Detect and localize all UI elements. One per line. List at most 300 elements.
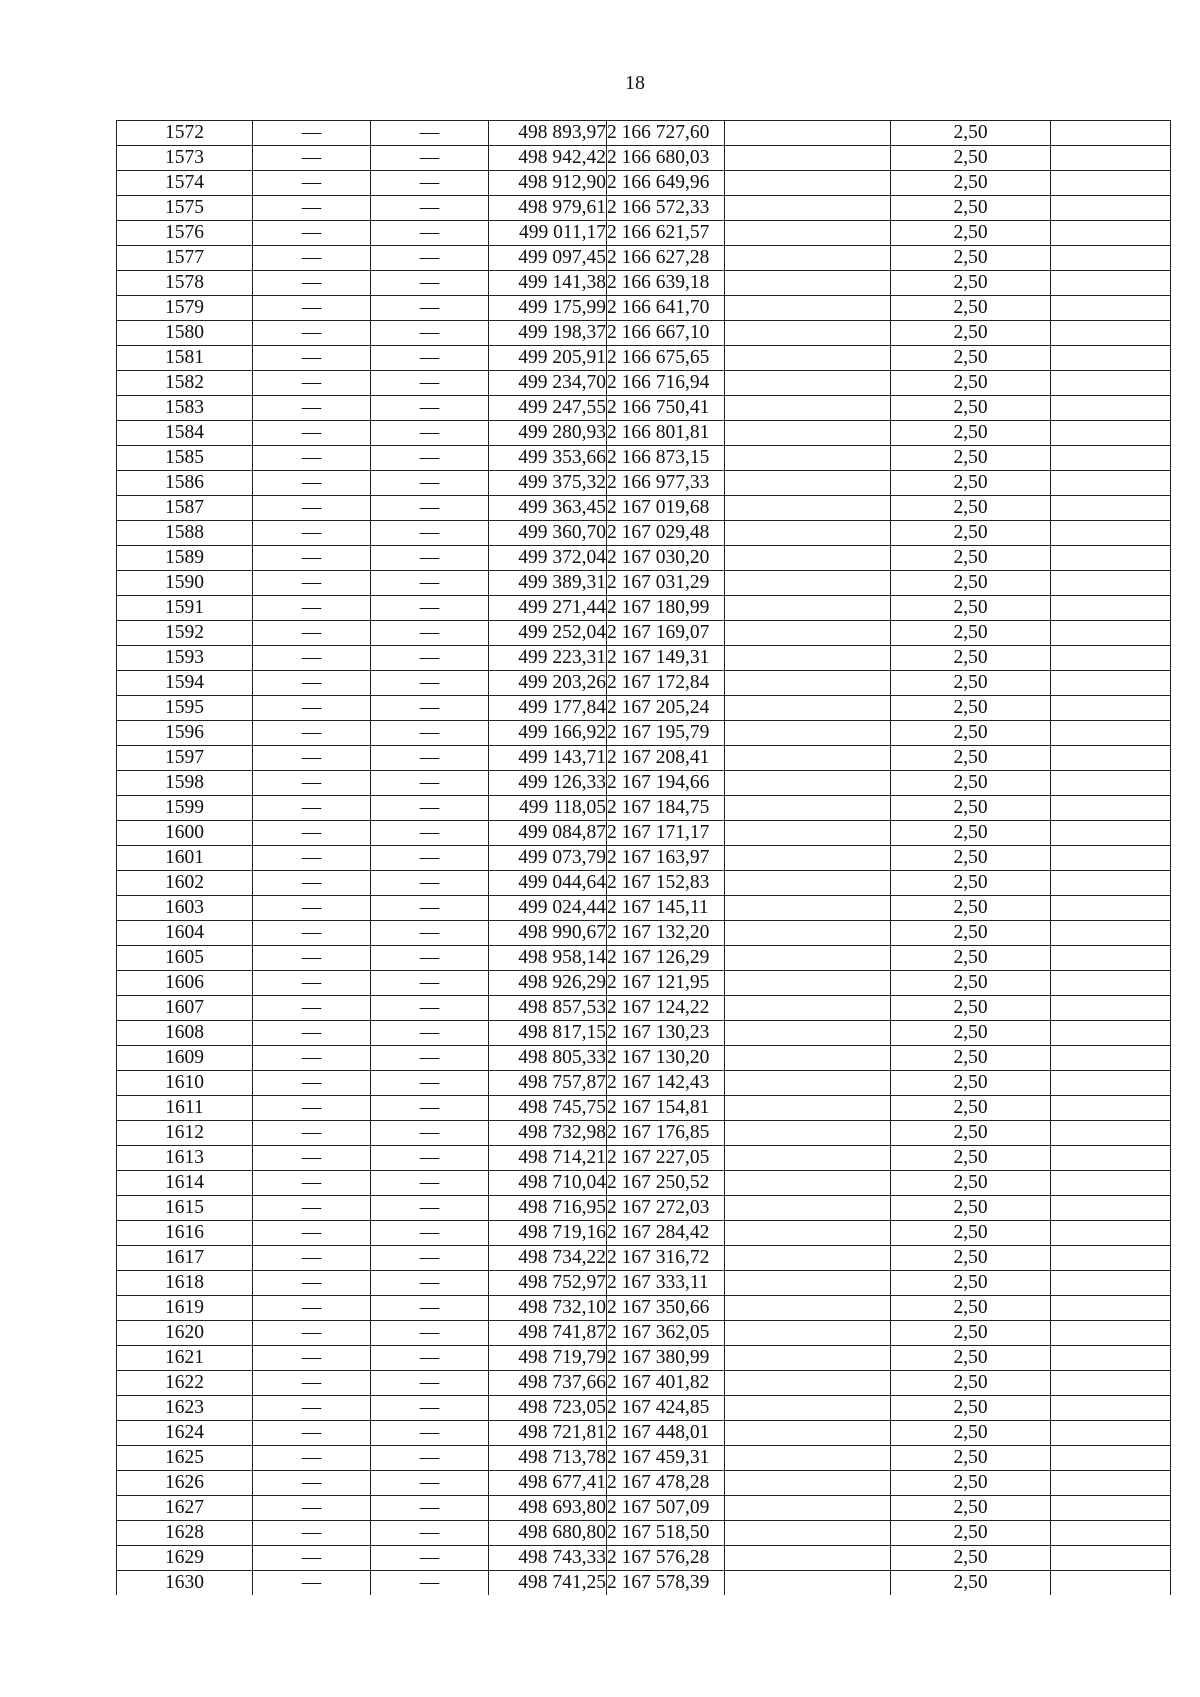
accuracy-cell: 2,50 — [891, 246, 1051, 271]
accuracy-cell: 2,50 — [891, 471, 1051, 496]
accuracy-cell: 2,50 — [891, 1096, 1051, 1121]
dash-cell: — — [253, 746, 371, 771]
y-coordinate-cell: 2 167 149,31 — [607, 646, 725, 671]
x-coordinate-cell: 498 893,97 — [489, 121, 607, 146]
point-number-cell: 1574 — [117, 171, 253, 196]
dash-cell: — — [371, 1371, 489, 1396]
dash-cell: — — [371, 421, 489, 446]
accuracy-cell: 2,50 — [891, 1546, 1051, 1571]
empty-cell — [1051, 1296, 1171, 1321]
table-row — [117, 1446, 1171, 1471]
accuracy-cell: 2,50 — [891, 171, 1051, 196]
empty-cell — [1051, 921, 1171, 946]
x-coordinate-cell: 499 223,31 — [489, 646, 607, 671]
table-row — [117, 1396, 1171, 1421]
empty-cell — [1051, 1446, 1171, 1471]
accuracy-cell: 2,50 — [891, 871, 1051, 896]
x-coordinate-cell: 498 857,53 — [489, 996, 607, 1021]
table-row — [117, 246, 1171, 271]
dash-cell: — — [371, 821, 489, 846]
x-coordinate-cell: 499 141,38 — [489, 271, 607, 296]
accuracy-cell: 2,50 — [891, 1071, 1051, 1096]
empty-cell — [1051, 621, 1171, 646]
table-row — [117, 1371, 1171, 1396]
empty-cell — [1051, 1471, 1171, 1496]
dash-cell: — — [371, 646, 489, 671]
dash-cell: — — [253, 1396, 371, 1421]
x-coordinate-cell: 498 757,87 — [489, 1071, 607, 1096]
point-number-cell: 1628 — [117, 1521, 253, 1546]
point-number-cell: 1600 — [117, 821, 253, 846]
empty-cell — [725, 1171, 891, 1196]
empty-cell — [1051, 421, 1171, 446]
x-coordinate-cell: 499 375,32 — [489, 471, 607, 496]
y-coordinate-cell: 2 167 227,05 — [607, 1146, 725, 1171]
accuracy-cell: 2,50 — [891, 721, 1051, 746]
empty-cell — [725, 621, 891, 646]
accuracy-cell: 2,50 — [891, 1321, 1051, 1346]
y-coordinate-cell: 2 167 029,48 — [607, 521, 725, 546]
empty-cell — [725, 321, 891, 346]
empty-cell — [725, 221, 891, 246]
dash-cell: — — [371, 1571, 489, 1596]
dash-cell: — — [371, 871, 489, 896]
x-coordinate-cell: 498 942,42 — [489, 146, 607, 171]
dash-cell: — — [253, 521, 371, 546]
dash-cell: — — [371, 1196, 489, 1221]
y-coordinate-cell: 2 166 667,10 — [607, 321, 725, 346]
table-row — [117, 1171, 1171, 1196]
point-number-cell: 1582 — [117, 371, 253, 396]
empty-cell — [725, 1121, 891, 1146]
point-number-cell: 1620 — [117, 1321, 253, 1346]
y-coordinate-cell: 2 167 142,43 — [607, 1071, 725, 1096]
empty-cell — [725, 1496, 891, 1521]
point-number-cell: 1587 — [117, 496, 253, 521]
x-coordinate-cell: 499 247,55 — [489, 396, 607, 421]
y-coordinate-cell: 2 167 250,52 — [607, 1171, 725, 1196]
dash-cell: — — [371, 446, 489, 471]
dash-cell: — — [371, 571, 489, 596]
dash-cell: — — [253, 196, 371, 221]
x-coordinate-cell: 498 741,25 — [489, 1571, 607, 1596]
x-coordinate-cell: 498 817,15 — [489, 1021, 607, 1046]
table-row — [117, 996, 1171, 1021]
y-coordinate-cell: 2 166 572,33 — [607, 196, 725, 221]
y-coordinate-cell: 2 167 130,23 — [607, 1021, 725, 1046]
accuracy-cell: 2,50 — [891, 996, 1051, 1021]
point-number-cell: 1590 — [117, 571, 253, 596]
point-number-cell: 1595 — [117, 696, 253, 721]
empty-cell — [725, 396, 891, 421]
empty-cell — [725, 746, 891, 771]
y-coordinate-cell: 2 167 205,24 — [607, 696, 725, 721]
x-coordinate-cell: 499 126,33 — [489, 771, 607, 796]
empty-cell — [725, 1021, 891, 1046]
accuracy-cell: 2,50 — [891, 146, 1051, 171]
empty-cell — [1051, 996, 1171, 1021]
dash-cell: — — [253, 971, 371, 996]
empty-cell — [725, 121, 891, 146]
x-coordinate-cell: 498 805,33 — [489, 1046, 607, 1071]
dash-cell: — — [371, 746, 489, 771]
empty-cell — [1051, 471, 1171, 496]
table-row — [117, 621, 1171, 646]
point-number-cell: 1604 — [117, 921, 253, 946]
accuracy-cell: 2,50 — [891, 1521, 1051, 1546]
accuracy-cell: 2,50 — [891, 1021, 1051, 1046]
accuracy-cell: 2,50 — [891, 1396, 1051, 1421]
empty-cell — [725, 1071, 891, 1096]
table-row — [117, 296, 1171, 321]
accuracy-cell: 2,50 — [891, 596, 1051, 621]
empty-cell — [725, 521, 891, 546]
dash-cell: — — [371, 1046, 489, 1071]
empty-cell — [1051, 296, 1171, 321]
y-coordinate-cell: 2 167 350,66 — [607, 1296, 725, 1321]
empty-cell — [725, 1471, 891, 1496]
table-row — [117, 346, 1171, 371]
point-number-cell: 1588 — [117, 521, 253, 546]
dash-cell: — — [371, 221, 489, 246]
dash-cell: — — [371, 146, 489, 171]
accuracy-cell: 2,50 — [891, 1421, 1051, 1446]
table-row — [117, 796, 1171, 821]
y-coordinate-cell: 2 167 163,97 — [607, 846, 725, 871]
accuracy-cell: 2,50 — [891, 446, 1051, 471]
dash-cell: — — [371, 1146, 489, 1171]
dash-cell: — — [253, 1446, 371, 1471]
dash-cell: — — [371, 246, 489, 271]
y-coordinate-cell: 2 167 184,75 — [607, 796, 725, 821]
empty-cell — [1051, 1246, 1171, 1271]
dash-cell: — — [253, 571, 371, 596]
dash-cell: — — [253, 1071, 371, 1096]
dash-cell: — — [371, 1021, 489, 1046]
point-number-cell: 1621 — [117, 1346, 253, 1371]
dash-cell: — — [371, 1121, 489, 1146]
dash-cell: — — [253, 596, 371, 621]
accuracy-cell: 2,50 — [891, 121, 1051, 146]
y-coordinate-cell: 2 166 621,57 — [607, 221, 725, 246]
dash-cell: — — [371, 771, 489, 796]
empty-cell — [1051, 1071, 1171, 1096]
empty-cell — [1051, 1046, 1171, 1071]
y-coordinate-cell: 2 167 401,82 — [607, 1371, 725, 1396]
x-coordinate-cell: 498 926,29 — [489, 971, 607, 996]
x-coordinate-cell: 498 732,98 — [489, 1121, 607, 1146]
accuracy-cell: 2,50 — [891, 621, 1051, 646]
accuracy-cell: 2,50 — [891, 1271, 1051, 1296]
y-coordinate-cell: 2 167 152,83 — [607, 871, 725, 896]
point-number-cell: 1609 — [117, 1046, 253, 1071]
empty-cell — [725, 1346, 891, 1371]
x-coordinate-cell: 498 723,05 — [489, 1396, 607, 1421]
empty-cell — [1051, 746, 1171, 771]
empty-cell — [1051, 1396, 1171, 1421]
dash-cell: — — [253, 471, 371, 496]
x-coordinate-cell: 498 693,80 — [489, 1496, 607, 1521]
y-coordinate-cell: 2 166 873,15 — [607, 446, 725, 471]
table-row — [117, 1471, 1171, 1496]
accuracy-cell: 2,50 — [891, 1371, 1051, 1396]
dash-cell: — — [253, 1221, 371, 1246]
table-row — [117, 1146, 1171, 1171]
dash-cell: — — [253, 796, 371, 821]
point-number-cell: 1627 — [117, 1496, 253, 1521]
table-row — [117, 746, 1171, 771]
empty-cell — [1051, 1321, 1171, 1346]
y-coordinate-cell: 2 166 627,28 — [607, 246, 725, 271]
dash-cell: — — [253, 1046, 371, 1071]
table-row — [117, 221, 1171, 246]
dash-cell: — — [253, 396, 371, 421]
empty-cell — [1051, 1096, 1171, 1121]
x-coordinate-cell: 498 737,66 — [489, 1371, 607, 1396]
dash-cell: — — [253, 346, 371, 371]
accuracy-cell: 2,50 — [891, 571, 1051, 596]
x-coordinate-cell: 499 097,45 — [489, 246, 607, 271]
dash-cell: — — [253, 721, 371, 746]
dash-cell: — — [371, 1546, 489, 1571]
empty-cell — [1051, 1346, 1171, 1371]
table-row — [117, 546, 1171, 571]
accuracy-cell: 2,50 — [891, 1346, 1051, 1371]
table-row — [117, 196, 1171, 221]
accuracy-cell: 2,50 — [891, 1296, 1051, 1321]
y-coordinate-cell: 2 167 194,66 — [607, 771, 725, 796]
dash-cell: — — [371, 1396, 489, 1421]
y-coordinate-cell: 2 167 031,29 — [607, 571, 725, 596]
dash-cell: — — [253, 671, 371, 696]
point-number-cell: 1624 — [117, 1421, 253, 1446]
dash-cell: — — [253, 271, 371, 296]
empty-cell — [725, 196, 891, 221]
table-row — [117, 896, 1171, 921]
empty-cell — [725, 496, 891, 521]
accuracy-cell: 2,50 — [891, 896, 1051, 921]
empty-cell — [1051, 896, 1171, 921]
point-number-cell: 1596 — [117, 721, 253, 746]
empty-cell — [1051, 696, 1171, 721]
dash-cell: — — [253, 821, 371, 846]
dash-cell: — — [253, 696, 371, 721]
empty-cell — [725, 546, 891, 571]
empty-cell — [725, 871, 891, 896]
empty-cell — [725, 471, 891, 496]
empty-cell — [1051, 1271, 1171, 1296]
dash-cell: — — [371, 696, 489, 721]
point-number-cell: 1606 — [117, 971, 253, 996]
dash-cell: — — [253, 1371, 371, 1396]
y-coordinate-cell: 2 167 132,20 — [607, 921, 725, 946]
accuracy-cell: 2,50 — [891, 371, 1051, 396]
accuracy-cell: 2,50 — [891, 1171, 1051, 1196]
empty-cell — [725, 271, 891, 296]
y-coordinate-cell: 2 166 977,33 — [607, 471, 725, 496]
x-coordinate-cell: 498 719,16 — [489, 1221, 607, 1246]
empty-cell — [725, 171, 891, 196]
point-number-cell: 1607 — [117, 996, 253, 1021]
x-coordinate-cell: 499 175,99 — [489, 296, 607, 321]
table-row — [117, 371, 1171, 396]
empty-cell — [1051, 121, 1171, 146]
dash-cell: — — [253, 1496, 371, 1521]
empty-cell — [1051, 571, 1171, 596]
table-row — [117, 446, 1171, 471]
y-coordinate-cell: 2 166 649,96 — [607, 171, 725, 196]
point-number-cell: 1578 — [117, 271, 253, 296]
empty-cell — [1051, 646, 1171, 671]
table-row — [117, 1521, 1171, 1546]
point-number-cell: 1616 — [117, 1221, 253, 1246]
empty-cell — [1051, 146, 1171, 171]
empty-cell — [725, 1571, 891, 1596]
empty-cell — [1051, 546, 1171, 571]
dash-cell: — — [371, 846, 489, 871]
x-coordinate-cell: 499 011,17 — [489, 221, 607, 246]
x-coordinate-cell: 498 677,41 — [489, 1471, 607, 1496]
point-number-cell: 1585 — [117, 446, 253, 471]
empty-cell — [1051, 596, 1171, 621]
accuracy-cell: 2,50 — [891, 921, 1051, 946]
y-coordinate-cell: 2 167 169,07 — [607, 621, 725, 646]
dash-cell: — — [253, 146, 371, 171]
dash-cell: — — [253, 621, 371, 646]
x-coordinate-cell: 499 271,44 — [489, 596, 607, 621]
x-coordinate-cell: 499 198,37 — [489, 321, 607, 346]
point-number-cell: 1630 — [117, 1571, 253, 1596]
table-row — [117, 696, 1171, 721]
empty-cell — [1051, 771, 1171, 796]
dash-cell: — — [371, 596, 489, 621]
table-row — [117, 571, 1171, 596]
dash-cell: — — [371, 996, 489, 1021]
dash-cell: — — [253, 1121, 371, 1146]
dash-cell: — — [253, 171, 371, 196]
y-coordinate-cell: 2 167 333,11 — [607, 1271, 725, 1296]
y-coordinate-cell: 2 167 478,28 — [607, 1471, 725, 1496]
x-coordinate-cell: 498 680,80 — [489, 1521, 607, 1546]
y-coordinate-cell: 2 167 172,84 — [607, 671, 725, 696]
dash-cell: — — [253, 446, 371, 471]
empty-cell — [1051, 1021, 1171, 1046]
dash-cell: — — [253, 871, 371, 896]
point-number-cell: 1573 — [117, 146, 253, 171]
dash-cell: — — [253, 1096, 371, 1121]
empty-cell — [725, 371, 891, 396]
y-coordinate-cell: 2 167 507,09 — [607, 1496, 725, 1521]
dash-cell: — — [253, 121, 371, 146]
dash-cell: — — [371, 1221, 489, 1246]
x-coordinate-cell: 498 721,81 — [489, 1421, 607, 1446]
empty-cell — [725, 1096, 891, 1121]
dash-cell: — — [253, 296, 371, 321]
empty-cell — [725, 896, 891, 921]
point-number-cell: 1608 — [117, 1021, 253, 1046]
table-row — [117, 1296, 1171, 1321]
table-row — [117, 146, 1171, 171]
table-row — [117, 646, 1171, 671]
table-row — [117, 1196, 1171, 1221]
empty-cell — [1051, 1571, 1171, 1596]
table-row — [117, 1321, 1171, 1346]
accuracy-cell: 2,50 — [891, 421, 1051, 446]
table-row — [117, 871, 1171, 896]
empty-cell — [1051, 496, 1171, 521]
dash-cell: — — [371, 1346, 489, 1371]
point-number-cell: 1618 — [117, 1271, 253, 1296]
y-coordinate-cell: 2 167 180,99 — [607, 596, 725, 621]
dash-cell: — — [253, 421, 371, 446]
x-coordinate-cell: 498 743,33 — [489, 1546, 607, 1571]
empty-cell — [1051, 1221, 1171, 1246]
empty-cell — [725, 421, 891, 446]
y-coordinate-cell: 2 166 639,18 — [607, 271, 725, 296]
empty-cell — [1051, 1421, 1171, 1446]
point-number-cell: 1629 — [117, 1546, 253, 1571]
point-number-cell: 1599 — [117, 796, 253, 821]
dash-cell: — — [253, 1346, 371, 1371]
empty-cell — [725, 1196, 891, 1221]
table-row — [117, 421, 1171, 446]
dash-cell: — — [371, 296, 489, 321]
empty-cell — [1051, 971, 1171, 996]
point-number-cell: 1623 — [117, 1396, 253, 1421]
accuracy-cell: 2,50 — [891, 546, 1051, 571]
accuracy-cell: 2,50 — [891, 796, 1051, 821]
point-number-cell: 1619 — [117, 1296, 253, 1321]
accuracy-cell: 2,50 — [891, 846, 1051, 871]
dash-cell: — — [371, 1171, 489, 1196]
point-number-cell: 1586 — [117, 471, 253, 496]
table-row — [117, 1021, 1171, 1046]
accuracy-cell: 2,50 — [891, 1496, 1051, 1521]
point-number-cell: 1592 — [117, 621, 253, 646]
point-number-cell: 1576 — [117, 221, 253, 246]
accuracy-cell: 2,50 — [891, 1121, 1051, 1146]
x-coordinate-cell: 499 280,93 — [489, 421, 607, 446]
dash-cell: — — [253, 1321, 371, 1346]
dash-cell: — — [371, 1071, 489, 1096]
accuracy-cell: 2,50 — [891, 771, 1051, 796]
point-number-cell: 1602 — [117, 871, 253, 896]
empty-cell — [725, 446, 891, 471]
x-coordinate-cell: 499 360,70 — [489, 521, 607, 546]
accuracy-cell: 2,50 — [891, 396, 1051, 421]
y-coordinate-cell: 2 166 680,03 — [607, 146, 725, 171]
empty-cell — [725, 971, 891, 996]
dash-cell: — — [253, 946, 371, 971]
empty-cell — [725, 1446, 891, 1471]
dash-cell: — — [371, 671, 489, 696]
empty-cell — [1051, 521, 1171, 546]
table-row — [117, 1246, 1171, 1271]
dash-cell: — — [253, 1571, 371, 1596]
y-coordinate-cell: 2 167 518,50 — [607, 1521, 725, 1546]
x-coordinate-cell: 499 372,04 — [489, 546, 607, 571]
empty-cell — [1051, 371, 1171, 396]
empty-cell — [725, 921, 891, 946]
empty-cell — [725, 1546, 891, 1571]
table-row — [117, 1496, 1171, 1521]
empty-cell — [725, 771, 891, 796]
y-coordinate-cell: 2 167 126,29 — [607, 946, 725, 971]
dash-cell: — — [371, 396, 489, 421]
y-coordinate-cell: 2 167 208,41 — [607, 746, 725, 771]
x-coordinate-cell: 498 741,87 — [489, 1321, 607, 1346]
empty-cell — [725, 646, 891, 671]
